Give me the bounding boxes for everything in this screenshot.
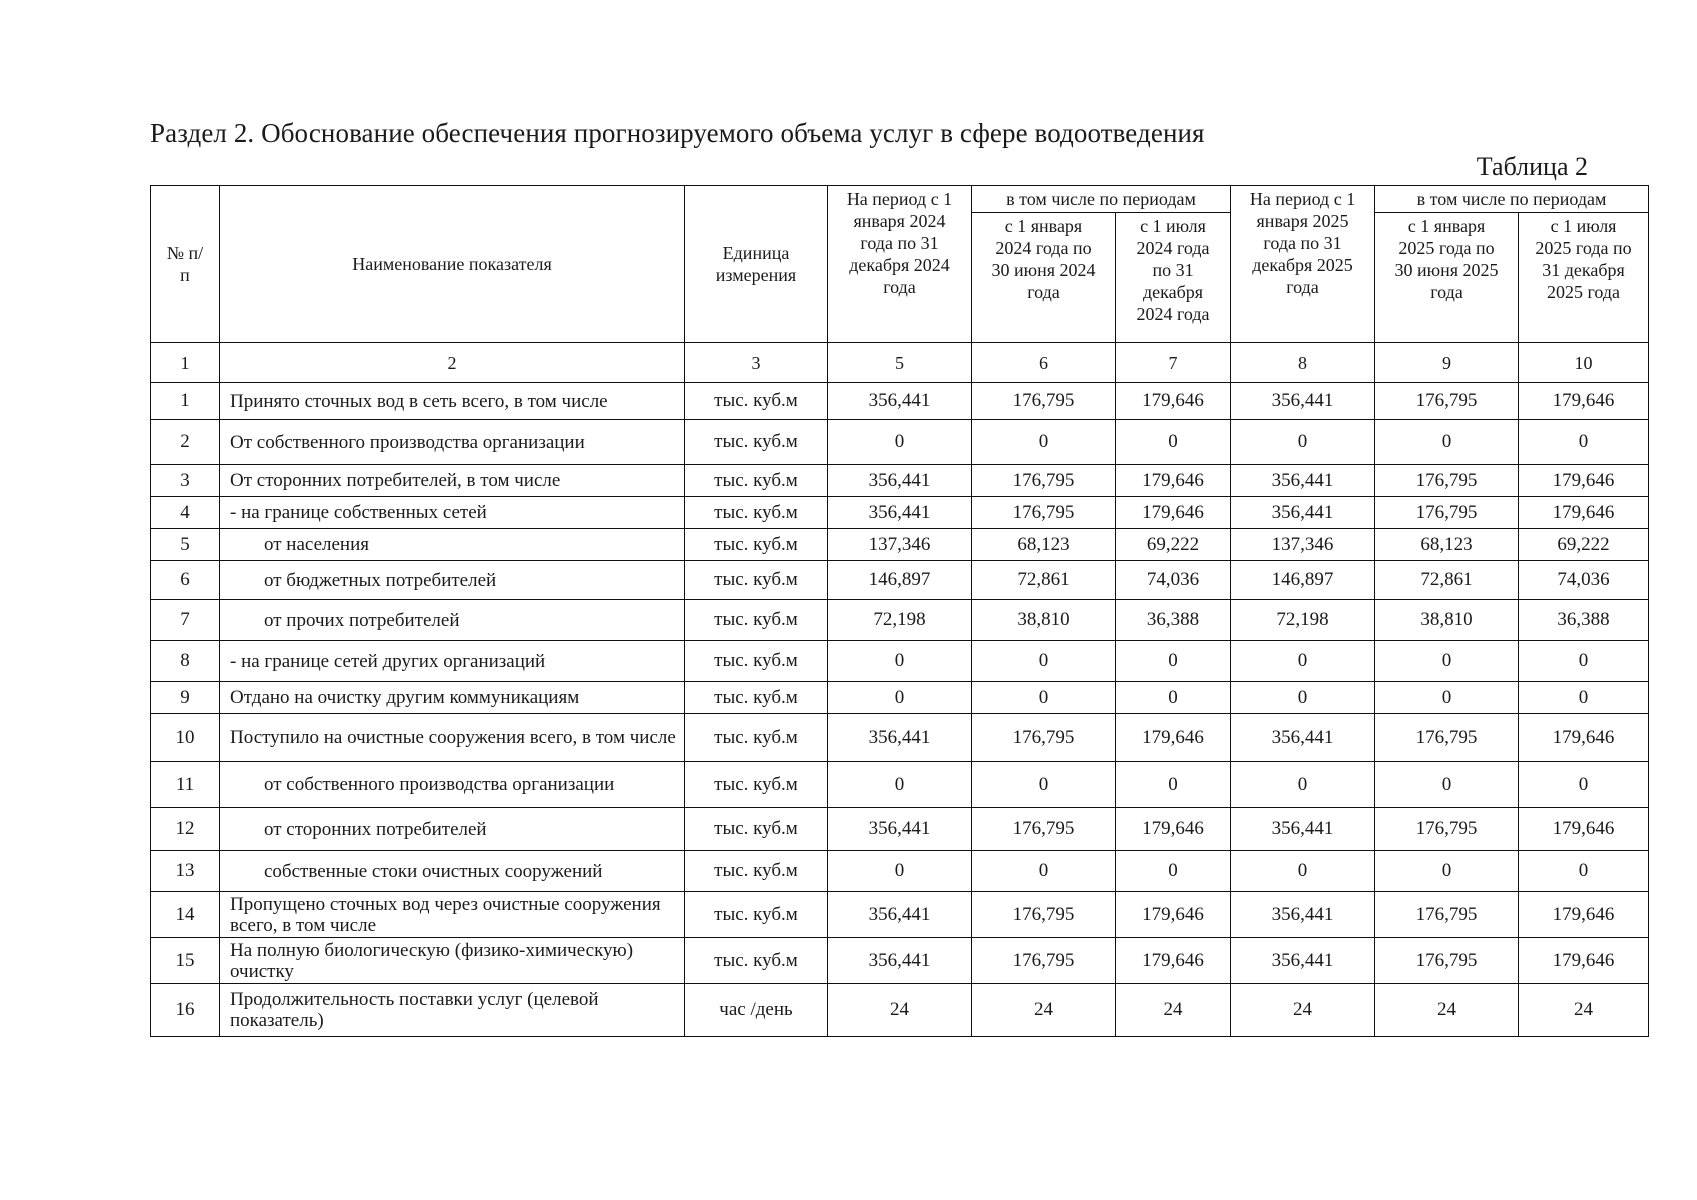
col-number: 5 xyxy=(828,343,972,383)
column-number-row xyxy=(151,343,1649,383)
row-value: 179,646 xyxy=(1519,808,1649,851)
table-row xyxy=(151,892,1649,938)
row-value: 0 xyxy=(1519,851,1649,892)
row-value: 0 xyxy=(1375,851,1519,892)
row-unit: тыс. куб.м xyxy=(685,561,828,600)
row-value: 38,810 xyxy=(1375,600,1519,641)
row-value: 36,388 xyxy=(1519,600,1649,641)
row-number: 7 xyxy=(151,600,220,641)
row-value: 0 xyxy=(1519,420,1649,465)
data-table xyxy=(150,185,1649,1037)
row-value: 68,123 xyxy=(1375,529,1519,561)
header-period-2024: На период с 1 января 2024 года по 31 декабря 2024 года xyxy=(828,186,972,343)
row-value: 356,441 xyxy=(828,808,972,851)
header-period-2025: На период с 1 января 2025 года по 31 декабря 2025 года xyxy=(1231,186,1375,343)
row-number: 14 xyxy=(151,892,220,938)
row-value: 176,795 xyxy=(972,465,1116,497)
row-value: 179,646 xyxy=(1116,938,1231,984)
header-name: Наименование показателя xyxy=(220,186,685,343)
row-value: 69,222 xyxy=(1116,529,1231,561)
row-value: 356,441 xyxy=(828,714,972,762)
row-unit: тыс. куб.м xyxy=(685,420,828,465)
table-row xyxy=(151,762,1649,808)
row-value: 356,441 xyxy=(1231,892,1375,938)
row-unit: тыс. куб.м xyxy=(685,938,828,984)
row-value: 0 xyxy=(1231,641,1375,682)
row-value: 137,346 xyxy=(828,529,972,561)
row-value: 0 xyxy=(1375,762,1519,808)
row-value: 0 xyxy=(1519,641,1649,682)
row-value: 74,036 xyxy=(1116,561,1231,600)
row-unit: тыс. куб.м xyxy=(685,762,828,808)
row-value: 356,441 xyxy=(1231,808,1375,851)
row-value: 72,198 xyxy=(1231,600,1375,641)
row-value: 68,123 xyxy=(972,529,1116,561)
row-value: 0 xyxy=(828,762,972,808)
col-number: 1 xyxy=(151,343,220,383)
row-value: 179,646 xyxy=(1116,714,1231,762)
row-value: 0 xyxy=(972,641,1116,682)
header-unit: Единица измерения xyxy=(685,186,828,343)
row-value: 356,441 xyxy=(1231,465,1375,497)
header-h1-2024: с 1 января 2024 года по 30 июня 2024 года xyxy=(972,213,1116,343)
row-indicator-name: Пропущено сточных вод через очистные сооружения всего, в том числе xyxy=(220,892,685,938)
row-value: 356,441 xyxy=(828,892,972,938)
row-value: 0 xyxy=(1116,682,1231,714)
row-value: 146,897 xyxy=(828,561,972,600)
row-value: 179,646 xyxy=(1519,892,1649,938)
row-indicator-name: Отдано на очистку другим коммуникациям xyxy=(220,682,685,714)
row-value: 356,441 xyxy=(828,497,972,529)
row-value: 0 xyxy=(1116,762,1231,808)
row-number: 13 xyxy=(151,851,220,892)
row-number: 2 xyxy=(151,420,220,465)
table-row xyxy=(151,420,1649,465)
table-row xyxy=(151,808,1649,851)
table-row xyxy=(151,984,1649,1037)
row-unit: тыс. куб.м xyxy=(685,600,828,641)
row-value: 176,795 xyxy=(972,892,1116,938)
row-unit: тыс. куб.м xyxy=(685,641,828,682)
header-h2-2025: с 1 июля 2025 года по 31 декабря 2025 года xyxy=(1519,213,1649,343)
row-value: 176,795 xyxy=(972,938,1116,984)
row-value: 176,795 xyxy=(972,497,1116,529)
header-incl-periods-2025: в том числе по периодам xyxy=(1375,186,1649,213)
row-value: 38,810 xyxy=(972,600,1116,641)
row-value: 356,441 xyxy=(828,465,972,497)
row-value: 0 xyxy=(972,420,1116,465)
row-number: 8 xyxy=(151,641,220,682)
row-value: 176,795 xyxy=(972,383,1116,420)
row-value: 179,646 xyxy=(1519,714,1649,762)
row-number: 4 xyxy=(151,497,220,529)
row-indicator-name: Поступило на очистные сооружения всего, в том числе xyxy=(220,714,685,762)
row-number: 15 xyxy=(151,938,220,984)
row-value: 0 xyxy=(972,682,1116,714)
data-table-wrapper xyxy=(150,185,1648,1037)
table-row xyxy=(151,383,1649,420)
row-value: 36,388 xyxy=(1116,600,1231,641)
row-value: 0 xyxy=(1231,851,1375,892)
row-unit: тыс. куб.м xyxy=(685,465,828,497)
row-value: 0 xyxy=(972,762,1116,808)
row-value: 179,646 xyxy=(1519,938,1649,984)
row-value: 0 xyxy=(1116,851,1231,892)
row-indicator-name: от сторонних потребителей xyxy=(220,808,685,851)
row-value: 24 xyxy=(1519,984,1649,1037)
table-header xyxy=(151,186,1649,383)
col-number: 2 xyxy=(220,343,685,383)
row-value: 356,441 xyxy=(1231,497,1375,529)
row-value: 74,036 xyxy=(1519,561,1649,600)
row-value: 176,795 xyxy=(972,808,1116,851)
row-unit: тыс. куб.м xyxy=(685,682,828,714)
row-value: 356,441 xyxy=(1231,714,1375,762)
row-value: 176,795 xyxy=(972,714,1116,762)
row-unit: тыс. куб.м xyxy=(685,383,828,420)
table-caption: Таблица 2 xyxy=(1476,152,1588,181)
row-value: 176,795 xyxy=(1375,465,1519,497)
row-value: 176,795 xyxy=(1375,892,1519,938)
row-value: 0 xyxy=(828,420,972,465)
row-value: 137,346 xyxy=(1231,529,1375,561)
col-number: 3 xyxy=(685,343,828,383)
row-indicator-name: собственные стоки очистных сооружений xyxy=(220,851,685,892)
row-number: 3 xyxy=(151,465,220,497)
table-row xyxy=(151,465,1649,497)
row-value: 146,897 xyxy=(1231,561,1375,600)
table-row xyxy=(151,497,1649,529)
row-value: 0 xyxy=(1375,682,1519,714)
row-unit: час /день xyxy=(685,984,828,1037)
row-value: 0 xyxy=(1375,420,1519,465)
row-indicator-name: От сторонних потребителей, в том числе xyxy=(220,465,685,497)
table-row xyxy=(151,561,1649,600)
row-value: 176,795 xyxy=(1375,383,1519,420)
row-number: 12 xyxy=(151,808,220,851)
row-value: 69,222 xyxy=(1519,529,1649,561)
col-number: 10 xyxy=(1519,343,1649,383)
row-indicator-name: Принято сточных вод в сеть всего, в том числе xyxy=(220,383,685,420)
row-value: 0 xyxy=(1519,682,1649,714)
row-value: 176,795 xyxy=(1375,938,1519,984)
row-value: 0 xyxy=(1519,762,1649,808)
row-indicator-name: от собственного производства организации xyxy=(220,762,685,808)
row-indicator-name: от прочих потребителей xyxy=(220,600,685,641)
row-unit: тыс. куб.м xyxy=(685,892,828,938)
row-number: 5 xyxy=(151,529,220,561)
row-value: 0 xyxy=(1231,420,1375,465)
row-value: 0 xyxy=(1231,682,1375,714)
row-value: 24 xyxy=(1231,984,1375,1037)
row-value: 176,795 xyxy=(1375,497,1519,529)
row-value: 179,646 xyxy=(1519,497,1649,529)
table-row xyxy=(151,682,1649,714)
header-h1-2025: с 1 января 2025 года по 30 июня 2025 года xyxy=(1375,213,1519,343)
row-value: 24 xyxy=(828,984,972,1037)
row-indicator-name: От собственного производства организации xyxy=(220,420,685,465)
row-value: 179,646 xyxy=(1116,892,1231,938)
row-value: 0 xyxy=(1116,420,1231,465)
row-value: 0 xyxy=(972,851,1116,892)
header-num: № п/п xyxy=(151,186,220,343)
row-indicator-name: - на границе сетей других организаций xyxy=(220,641,685,682)
row-number: 16 xyxy=(151,984,220,1037)
table-row xyxy=(151,851,1649,892)
row-number: 1 xyxy=(151,383,220,420)
row-unit: тыс. куб.м xyxy=(685,808,828,851)
col-number: 7 xyxy=(1116,343,1231,383)
row-value: 176,795 xyxy=(1375,808,1519,851)
row-number: 10 xyxy=(151,714,220,762)
row-value: 179,646 xyxy=(1116,497,1231,529)
row-value: 0 xyxy=(828,682,972,714)
table-row xyxy=(151,938,1649,984)
table-row xyxy=(151,529,1649,561)
row-number: 6 xyxy=(151,561,220,600)
row-value: 0 xyxy=(828,641,972,682)
row-unit: тыс. куб.м xyxy=(685,529,828,561)
table-row xyxy=(151,600,1649,641)
row-number: 11 xyxy=(151,762,220,808)
row-value: 0 xyxy=(1375,641,1519,682)
row-value: 72,198 xyxy=(828,600,972,641)
row-value: 179,646 xyxy=(1116,808,1231,851)
header-incl-periods-2024: в том числе по периодам xyxy=(972,186,1231,213)
col-number: 6 xyxy=(972,343,1116,383)
row-value: 24 xyxy=(1375,984,1519,1037)
table-row xyxy=(151,714,1649,762)
col-number: 8 xyxy=(1231,343,1375,383)
row-value: 356,441 xyxy=(828,383,972,420)
row-value: 179,646 xyxy=(1519,383,1649,420)
row-value: 356,441 xyxy=(1231,938,1375,984)
table-body xyxy=(151,383,1649,1037)
row-value: 176,795 xyxy=(1375,714,1519,762)
row-unit: тыс. куб.м xyxy=(685,714,828,762)
header-h2-2024: с 1 июля 2024 года по 31 декабря 2024 года xyxy=(1116,213,1231,343)
table-row xyxy=(151,641,1649,682)
row-value: 0 xyxy=(1231,762,1375,808)
row-indicator-name: На полную биологическую (физико-химическую) очистку xyxy=(220,938,685,984)
row-indicator-name: от населения xyxy=(220,529,685,561)
row-unit: тыс. куб.м xyxy=(685,851,828,892)
row-value: 179,646 xyxy=(1116,465,1231,497)
row-value: 356,441 xyxy=(1231,383,1375,420)
row-value: 356,441 xyxy=(828,938,972,984)
row-value: 24 xyxy=(972,984,1116,1037)
row-value: 0 xyxy=(1116,641,1231,682)
row-value: 179,646 xyxy=(1116,383,1231,420)
row-indicator-name: - на границе собственных сетей xyxy=(220,497,685,529)
page-title: Раздел 2. Обоснование обеспечения прогнозируемого объема услуг в сфере водоотведения xyxy=(150,118,1205,148)
row-value: 72,861 xyxy=(1375,561,1519,600)
row-indicator-name: от бюджетных потребителей xyxy=(220,561,685,600)
row-value: 72,861 xyxy=(972,561,1116,600)
col-number: 9 xyxy=(1375,343,1519,383)
row-indicator-name: Продолжительность поставки услуг (целевой показатель) xyxy=(220,984,685,1037)
row-value: 24 xyxy=(1116,984,1231,1037)
row-value: 179,646 xyxy=(1519,465,1649,497)
row-number: 9 xyxy=(151,682,220,714)
row-unit: тыс. куб.м xyxy=(685,497,828,529)
row-value: 0 xyxy=(828,851,972,892)
